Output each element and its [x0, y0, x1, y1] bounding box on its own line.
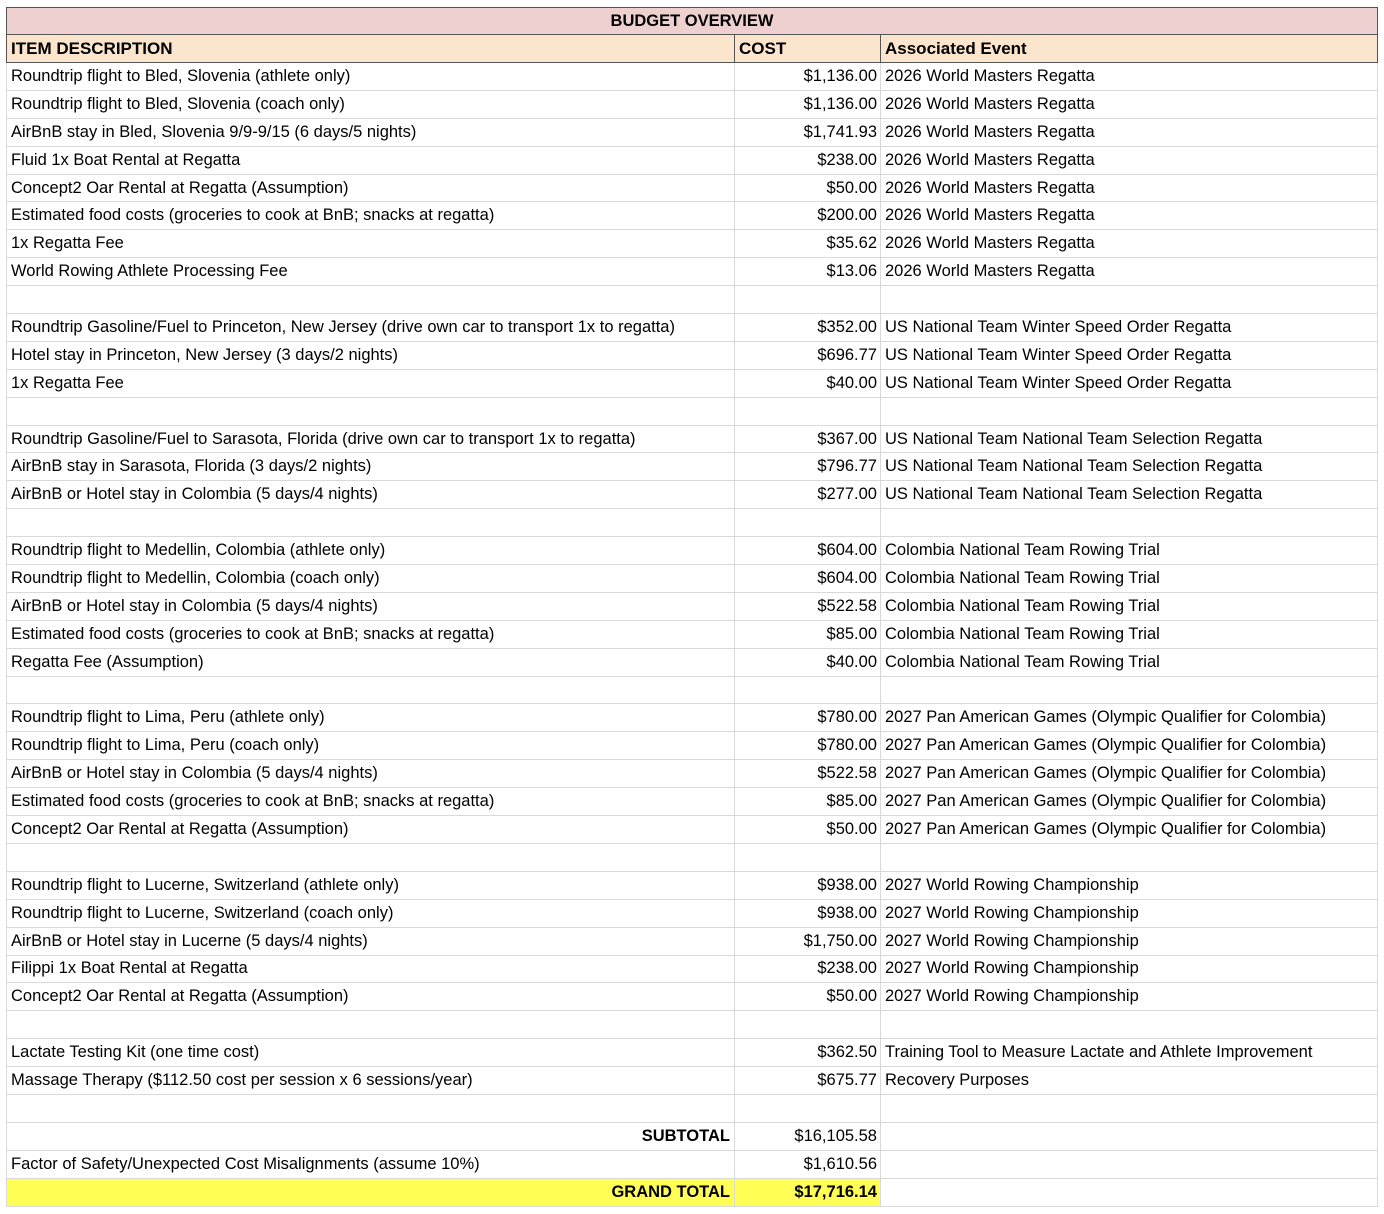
event-cell[interactable]: US National Team Winter Speed Order Regatta	[881, 314, 1378, 341]
cost-cell[interactable]: $522.58	[735, 760, 881, 787]
item-cell[interactable]	[6, 1011, 735, 1038]
table-row	[6, 593, 1378, 621]
table-row	[6, 175, 1378, 203]
item-cell[interactable]: Concept2 Oar Rental at Regatta (Assumption)	[6, 816, 735, 843]
item-cell[interactable]: Roundtrip flight to Lima, Peru (coach only)	[6, 732, 735, 759]
sheet-title[interactable]: BUDGET OVERVIEW	[610, 11, 774, 30]
table-row	[6, 816, 1378, 844]
event-cell[interactable]	[881, 1011, 1378, 1038]
item-cell[interactable]: Roundtrip flight to Medellin, Colombia (athlete only)	[6, 537, 735, 564]
item-cell[interactable]: Regatta Fee (Assumption)	[6, 649, 735, 676]
item-cell[interactable]: AirBnB stay in Sarasota, Florida (3 days/2 nights)	[6, 453, 735, 480]
cost-cell[interactable]: $1,741.93	[735, 119, 881, 146]
item-cell[interactable]: 1x Regatta Fee	[6, 370, 735, 397]
cost-cell[interactable]: $238.00	[735, 147, 881, 174]
table-row	[6, 956, 1378, 984]
event-cell[interactable]: 2027 Pan American Games (Olympic Qualifier for Colombia)	[881, 788, 1378, 815]
table-row	[6, 983, 1378, 1011]
event-cell[interactable]: 2027 Pan American Games (Olympic Qualifier for Colombia)	[881, 760, 1378, 787]
subtotal-value[interactable]: $16,105.58	[735, 1123, 881, 1150]
table-row	[6, 677, 1378, 705]
header-row	[6, 35, 1378, 63]
event-cell[interactable]	[881, 286, 1378, 313]
item-cell[interactable]: Fluid 1x Boat Rental at Regatta	[6, 147, 735, 174]
item-cell[interactable]: Roundtrip flight to Medellin, Colombia (coach only)	[6, 565, 735, 592]
item-cell[interactable]	[6, 286, 735, 313]
event-cell[interactable]: US National Team Winter Speed Order Regatta	[881, 342, 1378, 369]
cost-cell[interactable]: $1,136.00	[735, 63, 881, 90]
event-cell[interactable]: 2026 World Masters Regatta	[881, 119, 1378, 146]
item-cell[interactable]: Estimated food costs (groceries to cook at BnB; snacks at regatta)	[6, 202, 735, 229]
cost-cell[interactable]: $200.00	[735, 202, 881, 229]
item-cell[interactable]: Estimated food costs (groceries to cook at BnB; snacks at regatta)	[6, 788, 735, 815]
item-cell[interactable]: 1x Regatta Fee	[6, 230, 735, 257]
table-row	[6, 565, 1378, 593]
item-cell[interactable]: Roundtrip flight to Bled, Slovenia (athlete only)	[6, 63, 735, 90]
cost-cell[interactable]: $40.00	[735, 649, 881, 676]
cost-cell[interactable]: $367.00	[735, 426, 881, 453]
event-cell[interactable]: Colombia National Team Rowing Trial	[881, 649, 1378, 676]
table-row	[6, 342, 1378, 370]
table-row	[6, 147, 1378, 175]
item-cell[interactable]: AirBnB or Hotel stay in Colombia (5 days/4 nights)	[6, 593, 735, 620]
item-cell[interactable]: AirBnB or Hotel stay in Colombia (5 days/4 nights)	[6, 481, 735, 508]
table-row	[6, 314, 1378, 342]
grand-total-event-cell[interactable]	[881, 1179, 1378, 1206]
cost-cell[interactable]	[735, 286, 881, 313]
table-row	[6, 872, 1378, 900]
item-cell[interactable]	[6, 398, 735, 425]
cost-cell[interactable]: $675.77	[735, 1067, 881, 1094]
event-cell[interactable]	[881, 398, 1378, 425]
item-cell[interactable]: Massage Therapy ($112.50 cost per session x 6 sessions/year)	[6, 1067, 735, 1094]
table-row	[6, 1011, 1378, 1039]
event-cell[interactable]: Recovery Purposes	[881, 1067, 1378, 1094]
subtotal-event-cell[interactable]	[881, 1123, 1378, 1150]
item-cell[interactable]: Concept2 Oar Rental at Regatta (Assumption)	[6, 175, 735, 202]
cost-cell[interactable]: $938.00	[735, 872, 881, 899]
event-cell[interactable]: 2026 World Masters Regatta	[881, 230, 1378, 257]
item-cell[interactable]: AirBnB stay in Bled, Slovenia 9/9-9/15 (6 days/5 nights)	[6, 119, 735, 146]
event-cell[interactable]: 2027 World Rowing Championship	[881, 900, 1378, 927]
table-row	[6, 621, 1378, 649]
cost-cell[interactable]: $40.00	[735, 370, 881, 397]
grand-total-row	[6, 1179, 1378, 1207]
event-cell[interactable]	[881, 677, 1378, 704]
table-row	[6, 230, 1378, 258]
grand-total-value[interactable]: $17,716.14	[735, 1179, 881, 1206]
cost-cell[interactable]: $277.00	[735, 481, 881, 508]
subtotal-label[interactable]: SUBTOTAL	[6, 1123, 735, 1150]
item-cell[interactable]: AirBnB or Hotel stay in Colombia (5 days/4 nights)	[6, 760, 735, 787]
event-cell[interactable]: 2026 World Masters Regatta	[881, 258, 1378, 285]
table-row	[6, 91, 1378, 119]
event-cell[interactable]: 2027 Pan American Games (Olympic Qualifier for Colombia)	[881, 704, 1378, 731]
table-row	[6, 453, 1378, 481]
item-cell[interactable]: Lactate Testing Kit (one time cost)	[6, 1039, 735, 1066]
event-cell[interactable]: 2027 Pan American Games (Olympic Qualifier for Colombia)	[881, 816, 1378, 843]
table-row	[6, 1095, 1378, 1123]
budget-sheet	[6, 7, 1378, 1207]
item-cell[interactable]: Roundtrip flight to Lucerne, Switzerland (athlete only)	[6, 872, 735, 899]
cost-cell[interactable]: $938.00	[735, 900, 881, 927]
cost-cell[interactable]	[735, 1095, 881, 1122]
safety-value[interactable]: $1,610.56	[735, 1151, 881, 1178]
table-row	[6, 788, 1378, 816]
table-row	[6, 928, 1378, 956]
cost-cell[interactable]: $50.00	[735, 983, 881, 1010]
event-cell[interactable]: 2026 World Masters Regatta	[881, 175, 1378, 202]
header-item-description[interactable]: ITEM DESCRIPTION	[6, 35, 735, 62]
item-cell[interactable]: Roundtrip Gasoline/Fuel to Sarasota, Florida (drive own car to transport 1x to regatta)	[6, 426, 735, 453]
event-cell[interactable]	[881, 844, 1378, 871]
table-row	[6, 370, 1378, 398]
cost-cell[interactable]: $1,136.00	[735, 91, 881, 118]
event-cell[interactable]: 2026 World Masters Regatta	[881, 91, 1378, 118]
cost-cell[interactable]: $13.06	[735, 258, 881, 285]
item-cell[interactable]: Roundtrip flight to Lima, Peru (athlete only)	[6, 704, 735, 731]
table-row	[6, 286, 1378, 314]
event-cell[interactable]: 2027 World Rowing Championship	[881, 983, 1378, 1010]
event-cell[interactable]: Colombia National Team Rowing Trial	[881, 593, 1378, 620]
event-cell[interactable]: US National Team National Team Selection Regatta	[881, 481, 1378, 508]
event-cell[interactable]: Colombia National Team Rowing Trial	[881, 537, 1378, 564]
event-cell[interactable]: 2026 World Masters Regatta	[881, 147, 1378, 174]
table-row	[6, 63, 1378, 91]
cost-cell[interactable]: $796.77	[735, 453, 881, 480]
event-cell[interactable]: 2027 Pan American Games (Olympic Qualifier for Colombia)	[881, 732, 1378, 759]
item-cell[interactable]: AirBnB or Hotel stay in Lucerne (5 days/4 nights)	[6, 928, 735, 955]
event-cell[interactable]: US National Team National Team Selection Regatta	[881, 453, 1378, 480]
item-cell[interactable]: Estimated food costs (groceries to cook at BnB; snacks at regatta)	[6, 621, 735, 648]
event-cell[interactable]: 2027 World Rowing Championship	[881, 928, 1378, 955]
event-cell[interactable]	[881, 509, 1378, 536]
safety-row	[6, 1151, 1378, 1179]
table-row	[6, 481, 1378, 509]
item-cell[interactable]	[6, 509, 735, 536]
event-cell[interactable]: Colombia National Team Rowing Trial	[881, 621, 1378, 648]
cost-cell[interactable]: $522.58	[735, 593, 881, 620]
table-row	[6, 900, 1378, 928]
table-row	[6, 732, 1378, 760]
cost-cell[interactable]: $35.62	[735, 230, 881, 257]
event-cell[interactable]: 2026 World Masters Regatta	[881, 63, 1378, 90]
event-cell[interactable]: 2027 World Rowing Championship	[881, 956, 1378, 983]
table-row	[6, 119, 1378, 147]
item-cell[interactable]	[6, 677, 735, 704]
table-row	[6, 509, 1378, 537]
event-cell[interactable]: Training Tool to Measure Lactate and Athlete Improvement	[881, 1039, 1378, 1066]
safety-label[interactable]: Factor of Safety/Unexpected Cost Misalignments (assume 10%)	[6, 1151, 735, 1178]
event-cell[interactable]: 2026 World Masters Regatta	[881, 202, 1378, 229]
table-row	[6, 760, 1378, 788]
table-row	[6, 844, 1378, 872]
cost-cell[interactable]: $696.77	[735, 342, 881, 369]
item-cell[interactable]: Roundtrip flight to Bled, Slovenia (coach only)	[6, 91, 735, 118]
cost-cell[interactable]	[735, 509, 881, 536]
table-row	[6, 202, 1378, 230]
cost-cell[interactable]: $1,750.00	[735, 928, 881, 955]
item-cell[interactable]: Concept2 Oar Rental at Regatta (Assumption)	[6, 983, 735, 1010]
cost-cell[interactable]: $85.00	[735, 788, 881, 815]
cost-cell[interactable]	[735, 1011, 881, 1038]
header-associated-event[interactable]: Associated Event	[881, 35, 1378, 62]
event-cell[interactable]: 2027 World Rowing Championship	[881, 872, 1378, 899]
cost-cell[interactable]: $352.00	[735, 314, 881, 341]
item-cell[interactable]: Hotel stay in Princeton, New Jersey (3 days/2 nights)	[6, 342, 735, 369]
event-cell[interactable]: US National Team National Team Selection Regatta	[881, 426, 1378, 453]
cost-cell[interactable]	[735, 398, 881, 425]
table-row	[6, 649, 1378, 677]
item-cell[interactable]: Roundtrip flight to Lucerne, Switzerland (coach only)	[6, 900, 735, 927]
cost-cell[interactable]: $604.00	[735, 537, 881, 564]
cost-cell[interactable]	[735, 844, 881, 871]
cost-cell[interactable]: $50.00	[735, 175, 881, 202]
item-cell[interactable]	[6, 844, 735, 871]
event-cell[interactable]: US National Team Winter Speed Order Regatta	[881, 370, 1378, 397]
table-row	[6, 537, 1378, 565]
event-cell[interactable]	[881, 1095, 1378, 1122]
table-row	[6, 704, 1378, 732]
item-cell[interactable]	[6, 1095, 735, 1122]
item-cell[interactable]: World Rowing Athlete Processing Fee	[6, 258, 735, 285]
safety-event-cell[interactable]	[881, 1151, 1378, 1178]
cost-cell[interactable]: $362.50	[735, 1039, 881, 1066]
item-cell[interactable]: Roundtrip Gasoline/Fuel to Princeton, New Jersey (drive own car to transport 1x to regatta)	[6, 314, 735, 341]
event-cell[interactable]: Colombia National Team Rowing Trial	[881, 565, 1378, 592]
cost-cell[interactable]: $604.00	[735, 565, 881, 592]
table-row	[6, 426, 1378, 454]
cost-cell[interactable]: $780.00	[735, 732, 881, 759]
cost-cell[interactable]: $50.00	[735, 816, 881, 843]
cost-cell[interactable]: $85.00	[735, 621, 881, 648]
budget-rows	[6, 63, 1378, 1123]
cost-cell[interactable]: $780.00	[735, 704, 881, 731]
header-cost[interactable]: COST	[735, 35, 881, 62]
table-row	[6, 398, 1378, 426]
title-row	[6, 7, 1378, 35]
cost-cell[interactable]	[735, 677, 881, 704]
table-row	[6, 1039, 1378, 1067]
table-row	[6, 258, 1378, 286]
table-row	[6, 1067, 1378, 1095]
grand-total-label[interactable]: GRAND TOTAL	[6, 1179, 735, 1206]
subtotal-row	[6, 1123, 1378, 1151]
cost-cell[interactable]: $238.00	[735, 956, 881, 983]
item-cell[interactable]: Filippi 1x Boat Rental at Regatta	[6, 956, 735, 983]
